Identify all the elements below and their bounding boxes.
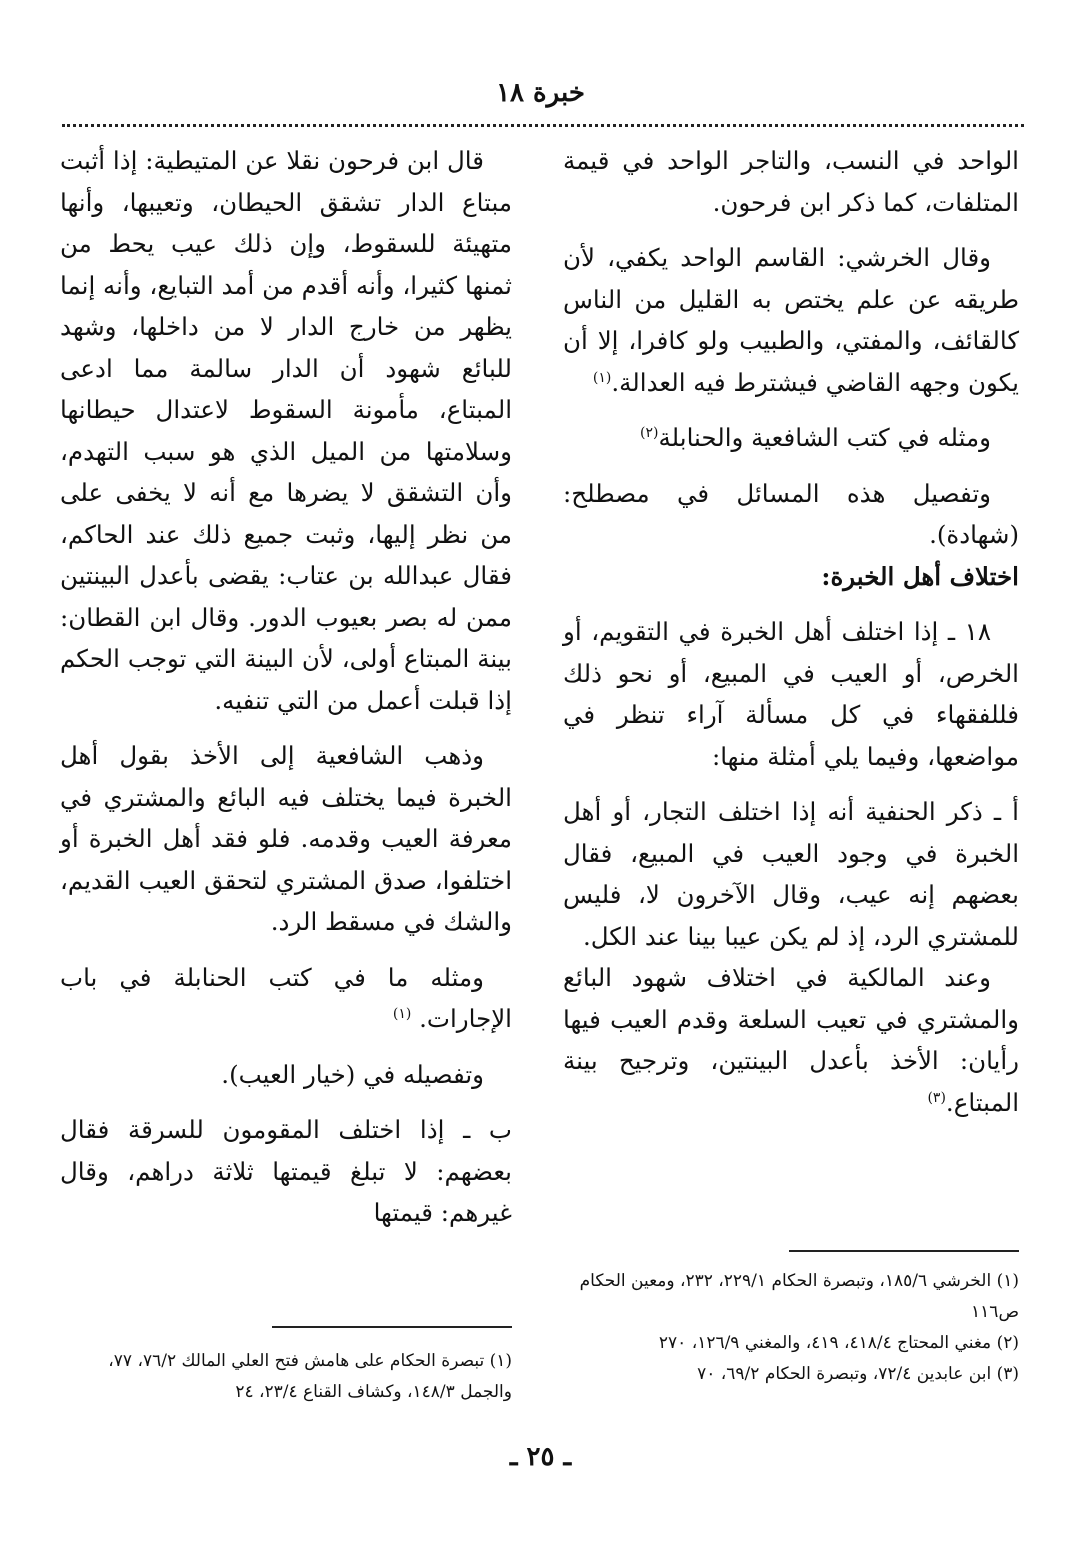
paragraph (60, 1054, 512, 1096)
footnotes-right (563, 1266, 1019, 1390)
paragraph (60, 140, 512, 721)
paragraph-text: وذهب الشافعية إلى الأخذ بقول أهل الخبرة فيما يختلف فيه البائع والمشتري في معرفة العيب وقدمه. فلو فقد أهل الخبرة أو اختلفوا، صدق المشتري لتحقق العيب القديم، والشك في مسقط الرد. (60, 741, 512, 936)
footnote-ref: (١) (392, 1005, 412, 1022)
footnote-ref: (١) (592, 369, 612, 386)
footnote: (٣) ابن عابدين ٧٢/٤، وتبصرة الحكام ٦٩/٢، ٧٠ (697, 1364, 1019, 1384)
footnote-ref: (٢) (640, 424, 659, 441)
paragraph (563, 473, 1019, 556)
paragraph (60, 1109, 512, 1234)
footnote: (١) الخرشي ١٨٥/٦، وتبصرة الحكام ٢٢٩/١، ٢٣٢، ومعين الحكام ص١١٦ (579, 1271, 1019, 1322)
paragraph-text: ب ـ إذا اختلف المقومون للسرقة فقال بعضهم: لا تبلغ قيمتها ثلاثة دراهم، وقال غيرهم: قيمتها (60, 1115, 512, 1227)
page-number: ـ ٢٥ ـ (509, 1442, 572, 1472)
footnote-ref: (٣) (927, 1089, 946, 1106)
left-column (60, 140, 512, 1234)
paragraph-text: الواحد في النسب، والتاجر الواحد في قيمة المتلفات، كما ذكر ابن فرحون. (563, 146, 1019, 217)
paragraph (563, 237, 1019, 403)
right-column (563, 140, 1019, 1123)
footnotes-left (60, 1346, 512, 1408)
paragraph-text: ١٨ ـ إذا اختلف أهل الخبرة في التقويم، أو الخرص، أو العيب في المبيع، أو نحو ذلك فللفقهاء في كل مسألة آراء تنظر في مواضعها، وفيما يلي أمثلة منها: (563, 617, 1019, 771)
paragraph (563, 611, 1019, 777)
paragraph-text: وقال الخرشي: القاسم الواحد يكفي، لأن طريقه عن علم يختص به القليل من الناس كالقائف، والمفتي، والطبيب ولو كافرا، إلا أن يكون وجهه القاضي فيشترط فيه العدالة. (563, 243, 1019, 397)
paragraph-text: وتفصيله في (خيار العيب). (221, 1059, 484, 1089)
section-heading: اختلاف أهل الخبرة: (821, 561, 1019, 591)
footnote: (٢) مغني المحتاج ٤١٨/٤، ٤١٩، والمغني ١٢٦/٩، ٢٧٠ (658, 1333, 1019, 1353)
paragraph (563, 140, 1019, 223)
paragraph (60, 957, 512, 1040)
running-header: خبرة ١٨ (496, 78, 585, 108)
footnote-rule (272, 1326, 512, 1328)
footnote: (١) تبصرة الحكام على هامش فتح العلي المالك ٧٦/٢، ٧٧، والجمل ١٤٨/٣، وكشاف القناع ٢٣/٤، ٢٤ (108, 1351, 512, 1402)
paragraph (563, 417, 1019, 459)
header-dotted-rule (62, 124, 1024, 127)
paragraph-text: ومثله ما في كتب الحنابلة في باب الإجارات. (60, 962, 512, 1033)
paragraph (563, 791, 1019, 957)
paragraph-text: ومثله في كتب الشافعية والحنابلة (658, 423, 991, 452)
paragraph-text: أ ـ ذكر الحنفية أنه إذا اختلف التجار، أو أهل الخبرة في وجود العيب في المبيع، فقال بعضهم إنه عيب، وقال الآخرون لا، فليس للمشتري الرد، إذ لم يكن عيبا بينا عند الكل. (563, 797, 1019, 951)
paragraph (60, 735, 512, 943)
footnote-rule (789, 1250, 1019, 1252)
paragraph-text: وعند المالكية في اختلاف شهود البائع والمشتري في تعيب السلعة وقدم العيب فيها رأيان: الأخذ بأعدل البينتين، وترجيح بينة المبتاع. (563, 963, 1019, 1117)
paragraph (563, 957, 1019, 1123)
paragraph-text: وتفصيل هذه المسائل في مصطلح: (شهادة). (563, 478, 1019, 549)
paragraph-text: قال ابن فرحون نقلا عن المتيطية: إذا أثبت مبتاع الدار تشقق الحيطان، وتعيبها، وأنها متهيئة للسقوط، وإن ذلك عيب يحط من ثمنها كثيرا، وأنه أقدم من أمد التبايع، وأنه إنما يظهر من خارج الدار لا من داخلها، وشهد للبائع شهود أن الدار سالمة مما ادعى المبتاع، مأمونة السقوط لاعتدال حيطانها وسلامتها من الميل الذي هو سبب التهدم، وأن التشقق لا يضرها مع أنه لا يخفى على من نظر إليها، وثبت جميع ذلك عند الحاكم، فقال عبدالله بن عتاب: يقضى بأعدل البينتين ممن له بصر بعيوب الدور. وقال ابن القطان: بينة المبتاع أولى، لأن البينة التي توجب الحكم إذا قبلت أعمل من التي تنفيه. (60, 146, 512, 715)
